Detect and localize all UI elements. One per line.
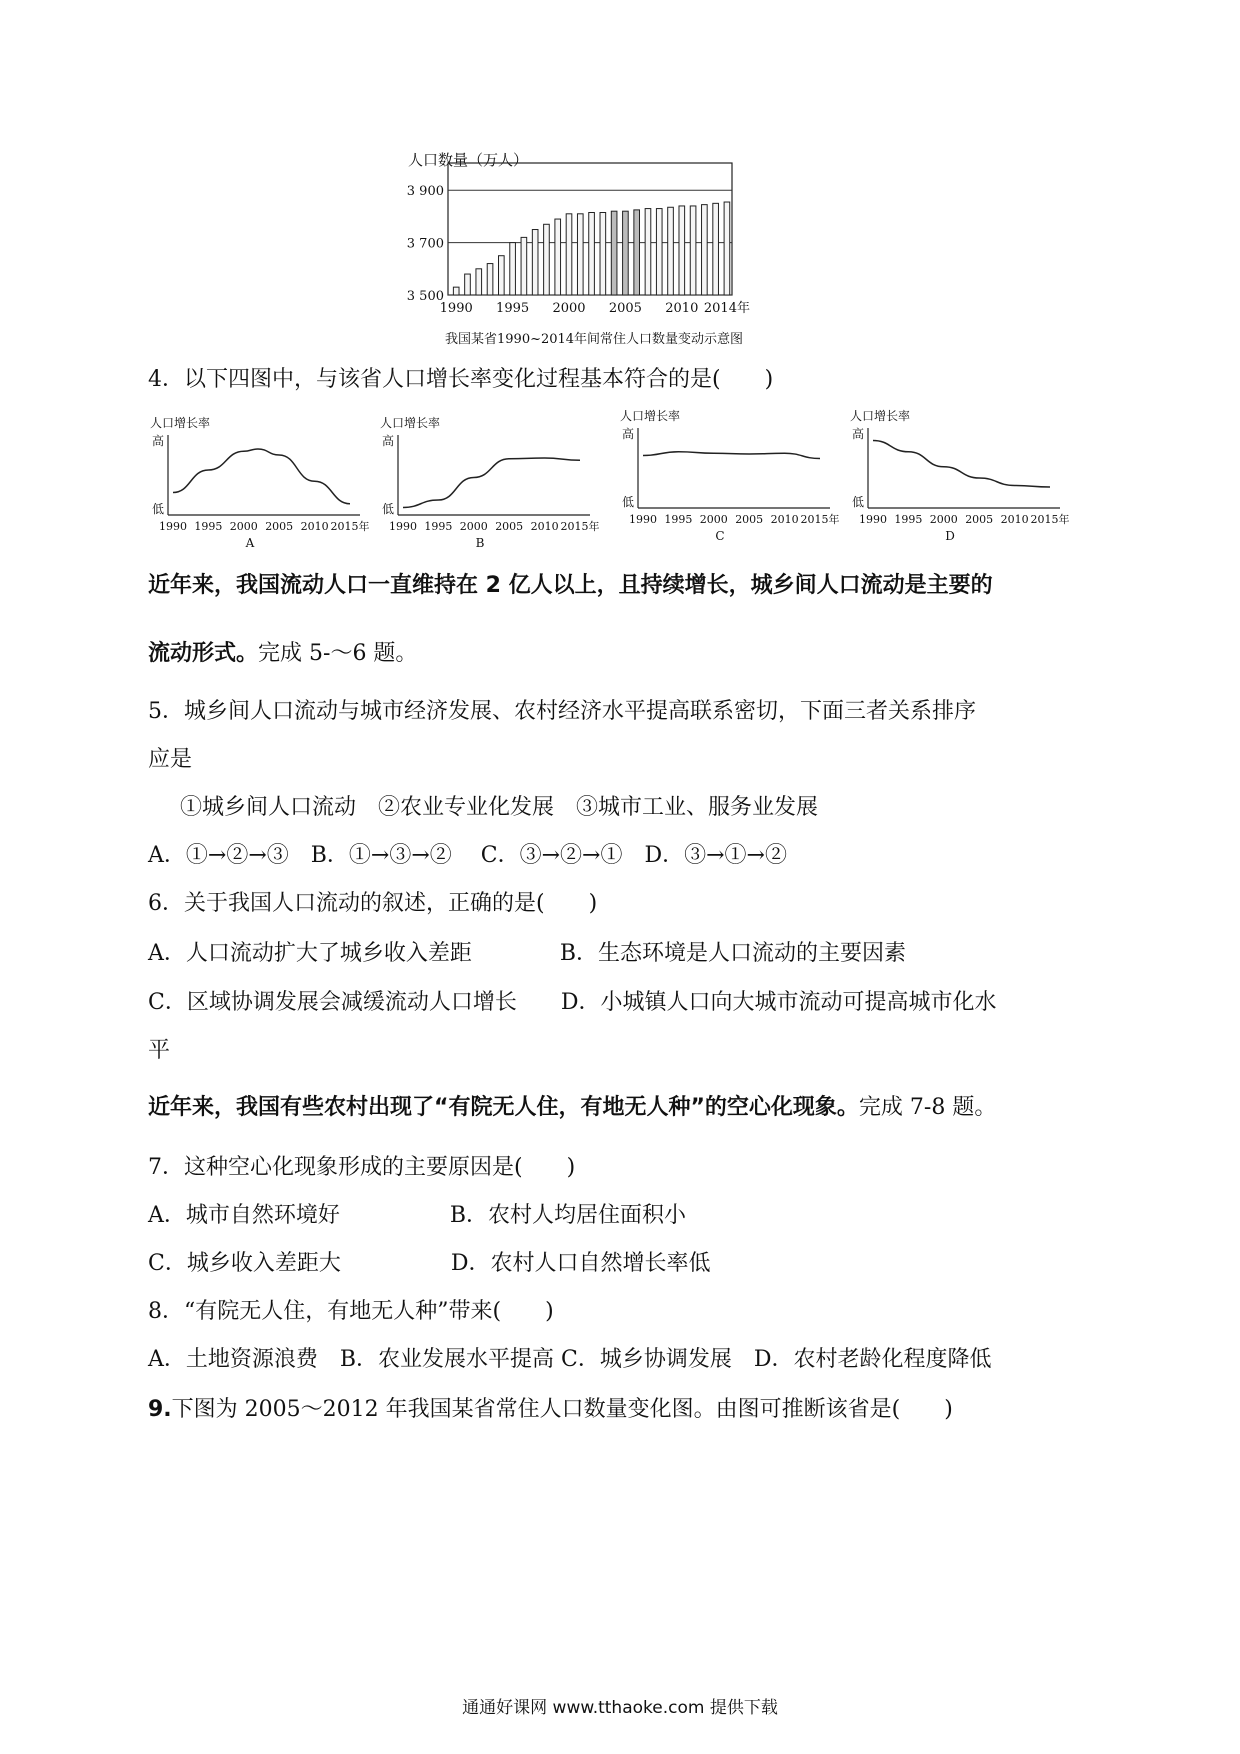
- intro-paragraph-1: 近年来，我国流动人口一直维持在 2 亿人以上，且持续增长，城乡间人口流动是主要的: [148, 573, 993, 598]
- line-chart-ylabel: 人口增长率: [380, 416, 441, 430]
- bar-chart-x-tick-label: 2000: [552, 301, 586, 316]
- line-chart-x-tick-label: 2010: [770, 513, 799, 526]
- bar: [521, 237, 527, 295]
- bar: [611, 211, 617, 295]
- line-chart-y-tick-label: 低: [382, 502, 395, 516]
- line-chart-ylabel: 人口增长率: [620, 409, 681, 423]
- bar-chart-ylabel: 人口数量（万人）: [408, 151, 529, 169]
- bar-chart-x-tick-label: 2010: [665, 301, 699, 316]
- line-chart-x-tick-label: 1995: [424, 520, 453, 533]
- question-5-items: ①城乡间人口流动 ②农业专业化发展 ③城市工业、服务业发展: [180, 795, 819, 820]
- bar: [577, 214, 583, 295]
- line-chart-x-tick-label: 1995: [194, 520, 223, 533]
- bar: [499, 256, 505, 295]
- bar: [532, 230, 538, 295]
- line-chart-x-tick-label: 1995: [664, 513, 693, 526]
- bar-chart-y-tick-labels: [407, 184, 444, 304]
- bar: [656, 209, 662, 295]
- line-chart-x-tick-label: 1990: [159, 520, 187, 533]
- line-chart-panel-label: A: [245, 536, 255, 550]
- question-9-number: 9.: [148, 1397, 172, 1422]
- bar: [589, 213, 595, 296]
- question-5-cont: 应是: [148, 747, 193, 772]
- bar-chart-x-tick-label: 2005: [608, 301, 642, 316]
- line-chart-y-tick-label: 低: [622, 495, 635, 509]
- line-chart-c: [620, 408, 850, 543]
- line-chart-y-tick-label: 低: [852, 495, 865, 509]
- line-chart-y-tick-label: 高: [382, 434, 395, 448]
- line-chart-x-tick-label: 2005: [265, 520, 294, 533]
- line-chart-x-tick-label: 2015年: [1030, 513, 1070, 526]
- line-chart-x-tick-label: 1995: [894, 513, 923, 526]
- bar-chart-bars: [453, 202, 729, 295]
- line-chart-b: [380, 415, 610, 550]
- bar: [510, 243, 516, 295]
- line-chart-x-tick-label: 2000: [699, 513, 728, 526]
- line-chart-x-tick-label: 1990: [629, 513, 657, 526]
- question-6-options-cd: C．区域协调发展会减缓流动人口增长 D．小城镇人口向大城市流动可提高城市化水: [148, 990, 997, 1015]
- line-chart-series: [643, 452, 820, 459]
- bar: [544, 224, 550, 295]
- bar: [645, 209, 651, 295]
- bar: [566, 214, 572, 295]
- line-chart-x-tick-label: 2010: [1000, 513, 1029, 526]
- question-7-options-ab: A．城市自然环境好 B．农村人均居住面积小: [148, 1203, 687, 1228]
- line-chart-x-tick-label: 2000: [929, 513, 958, 526]
- intro-paragraph-1-line2: [148, 636, 417, 667]
- bar-chart-x-tick-label: 2014年: [703, 301, 750, 316]
- bar: [690, 206, 696, 295]
- line-chart-x-tick-label: 1990: [389, 520, 417, 533]
- line-chart-series: [173, 449, 350, 504]
- line-chart-series: [403, 458, 580, 508]
- bar: [555, 219, 561, 295]
- bar-chart-title: 我国某省1990~2014年间常住人口数量变动示意图: [445, 332, 744, 347]
- bar: [487, 264, 493, 295]
- bar: [476, 269, 482, 295]
- intro-paragraph-2: [148, 1090, 996, 1121]
- line-chart-ylabel: 人口增长率: [150, 416, 211, 430]
- line-chart-x-tick-label: 2005: [965, 513, 994, 526]
- line-chart-y-tick-label: 高: [152, 434, 165, 448]
- intro-1-bold-part: 流动形式。: [148, 641, 259, 666]
- line-chart-x-tick-label: 2010: [530, 520, 559, 533]
- intro-2-bold-part: 近年来，我国有些农村出现了“有院无人住，有地无人种”的空心化现象。: [148, 1095, 859, 1120]
- intro-2-rest: 完成 7-8 题。: [858, 1095, 997, 1120]
- line-chart-x-tick-label: 2015年: [330, 520, 370, 533]
- line-chart-x-tick-label: 2000: [229, 520, 258, 533]
- line-chart-x-tick-label: 2005: [495, 520, 524, 533]
- bar-chart-x-tick-label: 1990: [439, 301, 473, 316]
- question-8-options: A．土地资源浪费 B．农业发展水平提高 C．城乡协调发展 D．农村老龄化程度降低: [148, 1347, 992, 1372]
- bar: [600, 213, 606, 296]
- line-chart-x-tick-label: 2000: [459, 520, 488, 533]
- question-7: 7．这种空心化现象形成的主要原因是( ): [148, 1155, 576, 1180]
- intro-1-rest: 完成 5-～6 题。: [258, 641, 418, 666]
- line-chart-a: [150, 415, 380, 550]
- bar-chart-x-tick-labels: [440, 300, 750, 316]
- question-4: 4．以下四图中，与该省人口增长率变化过程基本符合的是( ): [148, 367, 774, 392]
- line-chart-x-tick-label: 2015年: [560, 520, 600, 533]
- line-chart-y-tick-label: 低: [152, 502, 165, 516]
- line-chart-panel-label: C: [715, 529, 725, 543]
- line-chart-x-tick-label: 1990: [859, 513, 887, 526]
- bar: [713, 203, 719, 295]
- line-chart-d: [850, 408, 1080, 543]
- bar: [702, 205, 708, 295]
- bar: [634, 210, 640, 295]
- line-chart-y-tick-label: 高: [622, 427, 635, 441]
- bar: [465, 274, 471, 295]
- footer: 通通好课网 www.tthaoke.com 提供下载: [462, 1698, 778, 1718]
- line-chart-series: [873, 441, 1050, 488]
- line-chart-x-tick-label: 2010: [300, 520, 329, 533]
- bar: [679, 206, 685, 295]
- bar: [623, 211, 629, 295]
- question-5: 5．城乡间人口流动与城市经济发展、农村经济水平提高联系密切，下面三者关系排序: [148, 699, 976, 724]
- line-chart-x-tick-label: 2015年: [800, 513, 840, 526]
- bar: [453, 287, 459, 295]
- bar: [724, 202, 730, 295]
- bar-chart-y-tick-label: 3 500: [406, 289, 444, 304]
- bar: [668, 207, 674, 295]
- question-9-text: 下图为 2005～2012 年我国某省常住人口数量变化图。由图可推断该省是( ): [171, 1397, 953, 1422]
- question-6-options-ab: A．人口流动扩大了城乡收入差距 B．生态环境是人口流动的主要因素: [148, 941, 907, 966]
- line-chart-ylabel: 人口增长率: [850, 409, 911, 423]
- question-8: 8．“有院无人住，有地无人种”带来( ): [148, 1299, 554, 1324]
- question-9: [148, 1392, 953, 1423]
- population-bar-chart: [400, 150, 860, 350]
- line-chart-panel-label: B: [475, 536, 485, 550]
- question-5-options: A．①→②→③ B．①→③→② C．③→②→① D．③→①→②: [148, 843, 787, 868]
- line-chart-y-tick-label: 高: [852, 427, 865, 441]
- question-7-options-cd: C．城乡收入差距大 D．农村人口自然增长率低: [148, 1251, 711, 1276]
- bar-chart-y-tick-label: 3 900: [406, 184, 444, 200]
- line-chart-x-tick-label: 2005: [735, 513, 764, 526]
- line-chart-panel-label: D: [945, 529, 955, 543]
- question-6-options-cd-cont: 平: [148, 1038, 171, 1063]
- bar-chart-x-tick-label: 1995: [496, 301, 530, 316]
- question-6: 6．关于我国人口流动的叙述，正确的是( ): [148, 891, 598, 916]
- bar-chart-y-tick-label: 3 700: [406, 236, 444, 252]
